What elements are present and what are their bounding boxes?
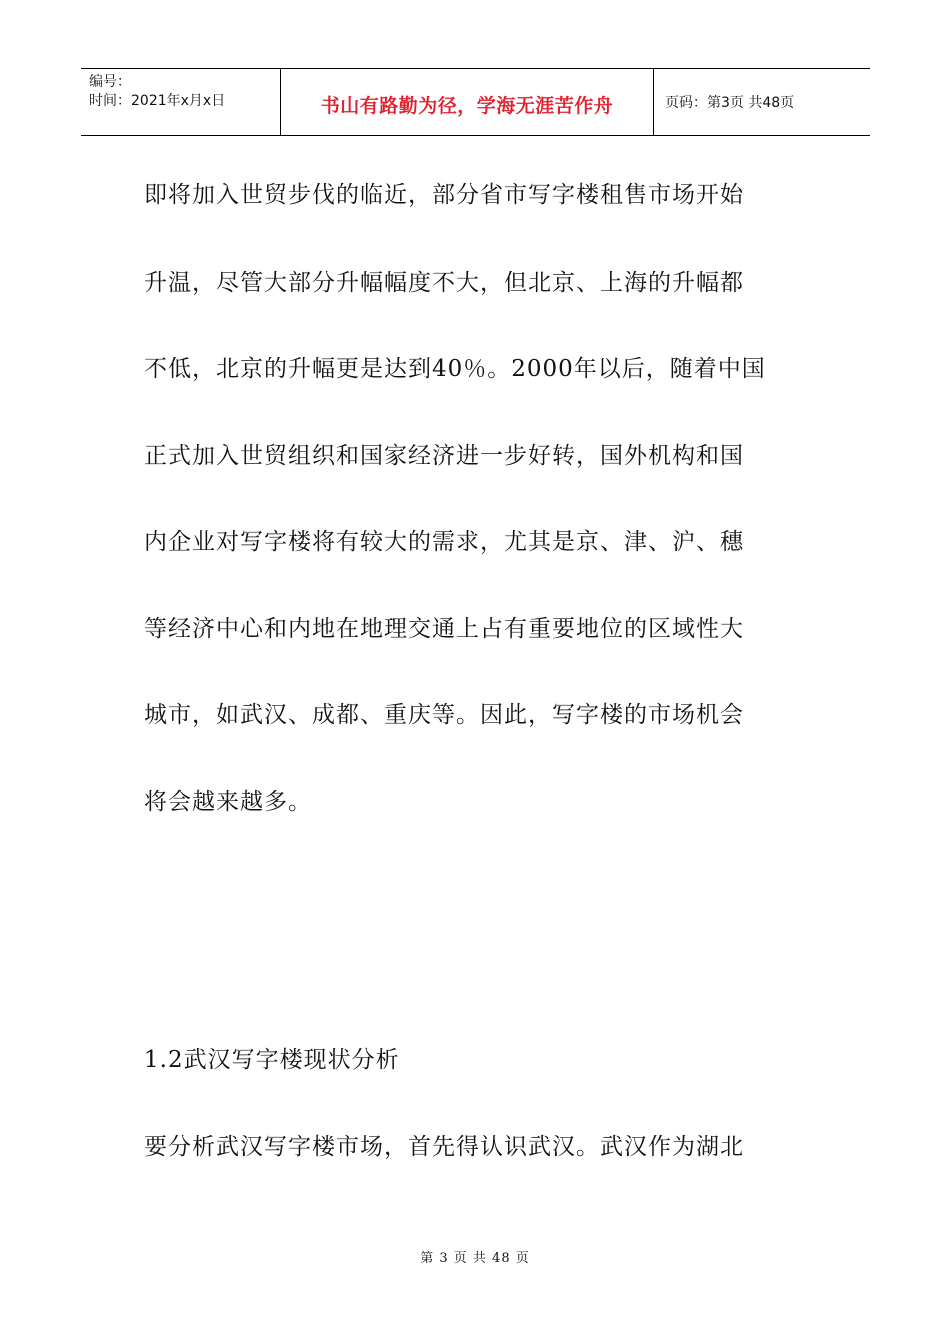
document-time-label: 时间：2021年x月x日	[89, 93, 226, 109]
document-number-label: 编号：	[89, 74, 131, 90]
body-line: 即将加入世贸步伐的临近，部分省市写字楼租售市场开始	[144, 182, 744, 208]
header-page-cell	[654, 69, 870, 135]
header-meta-cell	[81, 69, 281, 135]
body-line: 内企业对写字楼将有较大的需求，尤其是京、津、沪、穗	[144, 529, 744, 555]
header-page-info: 页码：第3页 共48页	[665, 95, 795, 111]
body-line: 城市，如武汉、成都、重庆等。因此，写字楼的市场机会	[144, 702, 744, 728]
document-header	[81, 68, 870, 136]
body-line: 不低，北京的升幅更是达到40％。2000年以后，随着中国	[144, 356, 766, 382]
body-line: 将会越来越多。	[144, 789, 312, 815]
section-heading: 1.2武汉写字楼现状分析	[144, 1047, 400, 1073]
body-line: 等经济中心和内地在地理交通上占有重要地位的区域性大	[144, 616, 744, 642]
page-footer: 第 3 页 共 48 页	[420, 1251, 530, 1266]
body-line: 正式加入世贸组织和国家经济进一步好转，国外机构和国	[144, 443, 744, 469]
section-first-line: 要分析武汉写字楼市场，首先得认识武汉。武汉作为湖北	[144, 1134, 744, 1160]
header-motto: 书山有路勤为径，学海无涯苦作舟	[320, 94, 614, 117]
body-line: 升温，尽管大部分升幅幅度不大，但北京、上海的升幅都	[144, 270, 744, 296]
header-motto-cell	[281, 69, 654, 135]
